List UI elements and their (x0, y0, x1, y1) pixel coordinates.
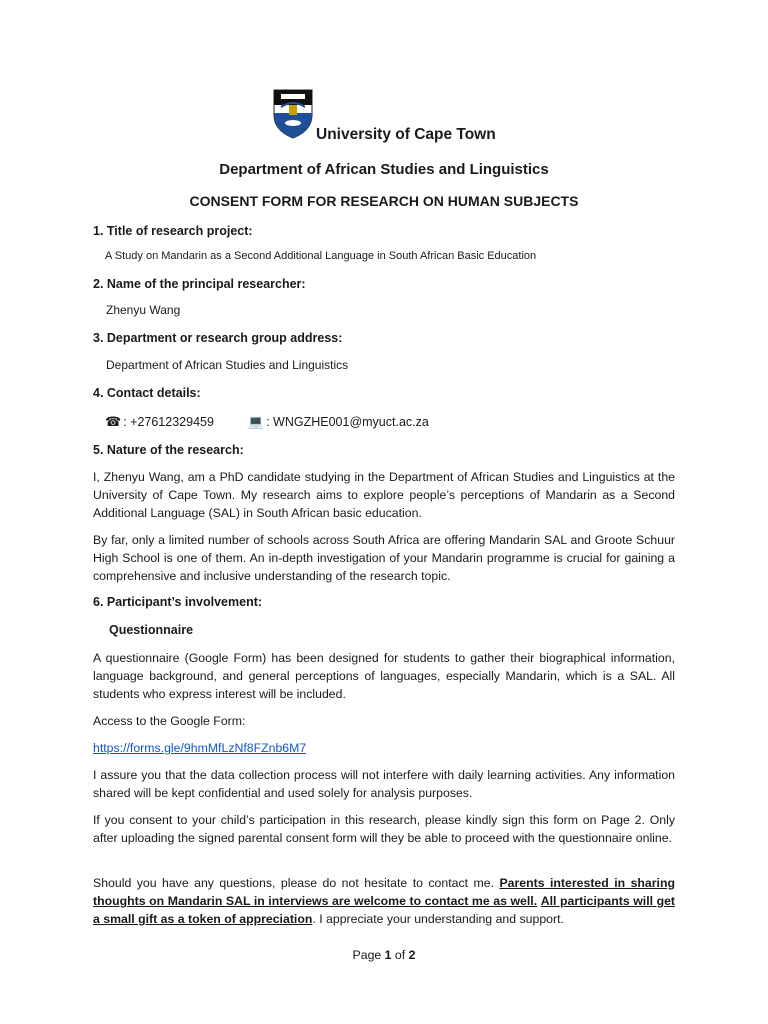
total-page-count: 2 (408, 948, 416, 962)
contact-invitation-paragraph: Should you have any questions, please do not hesitate to contact me. Parents interested in sharing thoughts on Mandarin SAL in interviews are welcome to contact me as well. All participants will get a small gift as a token of appreciation. I appreciate your understanding and support. (93, 876, 676, 926)
contact-details (105, 414, 429, 430)
section-2-heading: 2. Name of the principal researcher: (93, 277, 306, 291)
section-3-heading: 3. Department or research group address: (93, 331, 343, 345)
project-title: A Study on Mandarin as a Second Additional Language in South African Basic Education (105, 250, 537, 262)
research-nature-paragraph-1: I, Zhenyu Wang, am a PhD candidate studying in the Department of African Studies and Linguistics at the University of Cape Town. My research aims to explore people’s perceptions of Mandarin as a Second Additional Language (SAL) in South African basic education. (93, 470, 675, 520)
section-6-heading: 6. Participant’s involvement: (93, 595, 263, 609)
page-footer: Page 1 of 2 (352, 948, 416, 962)
uct-crest-icon (273, 89, 313, 139)
form-title: CONSENT FORM FOR RESEARCH ON HUMAN SUBJECTS (189, 193, 579, 209)
google-form-link[interactable]: https://forms.gle/9hmMfLzNf8FZnb6M7 (93, 741, 307, 755)
gift-notice: All participants will get a small gift as a token of appreciation (93, 894, 676, 926)
telephone-icon: ☎ (105, 414, 122, 429)
google-form-access-label: Access to the Google Form: (93, 714, 246, 728)
current-page-number: 1 (384, 948, 392, 962)
section-4-heading: 4. Contact details: (93, 386, 201, 400)
phone-number: : +27612329459 (123, 415, 214, 429)
research-nature-paragraph-2: By far, only a limited number of schools across South Africa are offering Mandarin SAL and Groote Schuur High School is one of them. An in-depth investigation of your Mandarin programme is crucial for gaining a comprehensive and inclusive understanding of the research topic. (93, 533, 675, 583)
section-5-heading: 5. Nature of the research: (93, 443, 244, 457)
interview-invitation: Parents interested in sharing thoughts on Mandarin SAL in interviews are welcome to contact me as well. (93, 876, 676, 908)
computer-icon: 💻 (247, 414, 265, 429)
questionnaire-paragraph: A questionnaire (Google Form) has been designed for students to gather their biographical information, language background, and general perceptions of languages, especially Mandarin, which is a SAL. All students who express interest will be included. (93, 651, 675, 701)
section-1-heading: 1. Title of research project: (93, 224, 253, 238)
email-address: : WNGZHE001@myuct.ac.za (266, 415, 429, 429)
consent-instructions-paragraph: If you consent to your child’s participation in this research, please kindly sign this form on Page 2. Only after uploading the signed parental consent form will they be able to proceed with the questionnaire online. (93, 813, 675, 845)
data-assurance-paragraph: I assure you that the data collection process will not interfere with daily learning activities. Any information shared will be kept confidential and used solely for analysis purposes. (93, 768, 675, 800)
department-address: Department of African Studies and Linguistics (106, 358, 349, 372)
questionnaire-subheading: Questionnaire (109, 623, 194, 637)
department-title: Department of African Studies and Linguistics (219, 161, 549, 178)
researcher-name: Zhenyu Wang (106, 303, 181, 317)
university-name: University of Cape Town (316, 126, 496, 143)
